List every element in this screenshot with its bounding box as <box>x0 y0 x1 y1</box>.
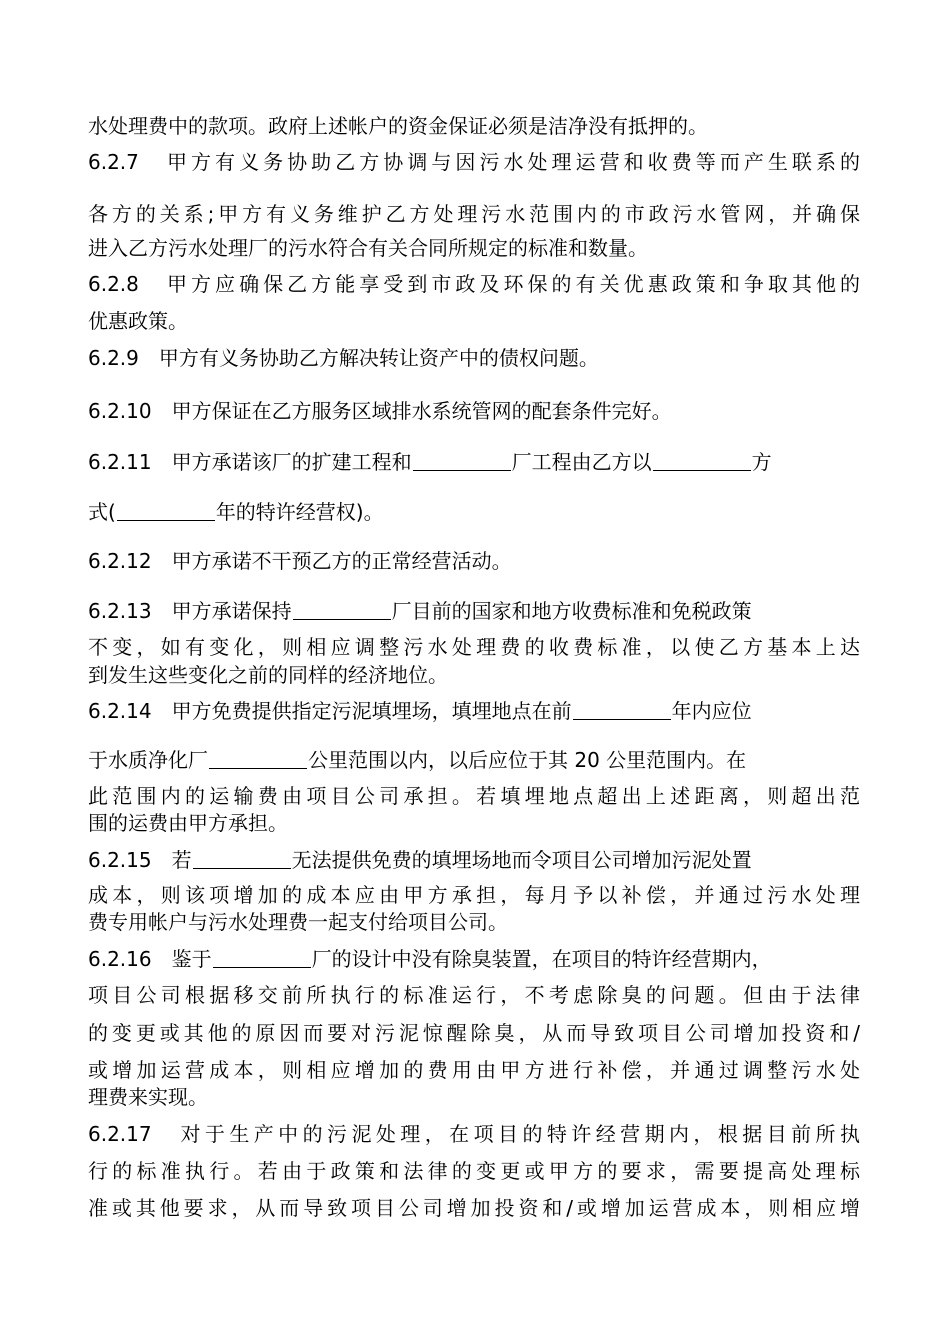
text-segment: 厂的设计中没有除臭装置，在项目的特许经营期内， <box>311 947 772 971</box>
clause-6-2-13 <box>88 597 752 625</box>
clause-6-2-9: 6.2.9 甲方有义务协助乙方解决转让资产中的债权问题。 <box>88 346 599 370</box>
text-line: 进入乙方污水处理厂的污水符合有关合同所规定的标准和数量。 <box>88 236 648 260</box>
clause-6-2-8: 6.2.8 甲方应确保乙方能享受到市政及环保的有关优惠政策和争取其他的 <box>88 272 860 296</box>
text-line: 理费来实现。 <box>88 1085 208 1109</box>
text-line: 成本，则该项增加的成本应由甲方承担，每月予以补偿，并通过污水处理 <box>88 883 860 907</box>
fill-blank[interactable] <box>209 748 307 769</box>
text-line: 准或其他要求，从而导致项目公司增加投资和/或增加运营成本，则相应增 <box>88 1196 860 1220</box>
clause-6-2-10: 6.2.10 甲方保证在乙方服务区域排水系统管网的配套条件完好。 <box>88 399 672 423</box>
text-line: 围的运费由甲方承担。 <box>88 811 288 835</box>
fill-blank[interactable] <box>653 450 751 471</box>
text-line: 费专用帐户与污水处理费一起支付给项目公司。 <box>88 910 508 934</box>
fill-blank[interactable] <box>213 947 311 968</box>
text-segment: 年的特许经营权)。 <box>215 500 384 524</box>
text-segment: 式( <box>88 500 116 524</box>
text-segment: 6.2.11 甲方承诺该厂的扩建工程和 <box>88 450 412 474</box>
text-segment: 6.2.16 鉴于 <box>88 947 212 971</box>
text-line: 水处理费中的款项。政府上述帐户的资金保证必须是洁净没有抵押的。 <box>88 114 708 138</box>
text-line <box>88 746 746 774</box>
text-segment: 6.2.13 甲方承诺保持 <box>88 599 292 623</box>
text-segment: 6.2.15 若 <box>88 848 192 872</box>
text-segment: 无法提供免费的填埋场地而令项目公司增加污泥处置 <box>291 848 752 872</box>
clause-6-2-7: 6.2.7 甲方有义务协助乙方协调与因污水处理运营和收费等而产生联系的 <box>88 150 860 174</box>
clause-6-2-12: 6.2.12 甲方承诺不干预乙方的正常经营活动。 <box>88 549 512 573</box>
text-segment: 年内应位 <box>671 699 752 723</box>
text-segment: 公里范围以内，以后应位于其 20 公里范围内。在 <box>308 748 747 772</box>
clause-6-2-17: 6.2.17 对于生产中的污泥处理，在项目的特许经营期内，根据目前所执 <box>88 1122 860 1146</box>
text-line: 或增加运营成本，则相应增加的费用由甲方进行补偿，并通过调整污水处 <box>88 1058 860 1082</box>
fill-blank[interactable] <box>293 599 391 620</box>
clause-6-2-11 <box>88 448 772 476</box>
text-segment: 厂工程由乙方以 <box>511 450 652 474</box>
text-line: 到发生这些变化之前的同样的经济地位。 <box>88 663 448 687</box>
clause-6-2-14 <box>88 697 752 725</box>
fill-blank[interactable] <box>193 848 291 869</box>
text-line: 不变，如有变化，则相应调整污水处理费的收费标准，以使乙方基本上达 <box>88 635 860 659</box>
text-line: 的变更或其他的原因而要对污泥惊醒除臭，从而导致项目公司增加投资和/ <box>88 1021 860 1045</box>
text-segment: 方 <box>751 450 772 474</box>
text-segment: 6.2.14 甲方免费提供指定污泥填埋场，填埋地点在前 <box>88 699 572 723</box>
text-line: 各方的关系;甲方有义务维护乙方处理污水范围内的市政污水管网，并确保 <box>88 202 860 226</box>
fill-blank[interactable] <box>413 450 511 471</box>
clause-6-2-16 <box>88 945 772 973</box>
fill-blank[interactable] <box>573 699 671 720</box>
text-segment: 厂目前的国家和地方收费标准和免税政策 <box>391 599 752 623</box>
text-segment: 于水质净化厂 <box>88 748 208 772</box>
text-line: 优惠政策。 <box>88 309 188 333</box>
text-line <box>88 498 384 526</box>
fill-blank[interactable] <box>117 500 215 521</box>
text-line: 项目公司根据移交前所执行的标准运行，不考虑除臭的问题。但由于法律 <box>88 983 860 1007</box>
clause-6-2-15 <box>88 846 752 874</box>
text-line: 此范围内的运输费由项目公司承担。若填埋地点超出上述距离，则超出范 <box>88 784 860 808</box>
text-line: 行的标准执行。若由于政策和法律的变更或甲方的要求，需要提高处理标 <box>88 1159 860 1183</box>
